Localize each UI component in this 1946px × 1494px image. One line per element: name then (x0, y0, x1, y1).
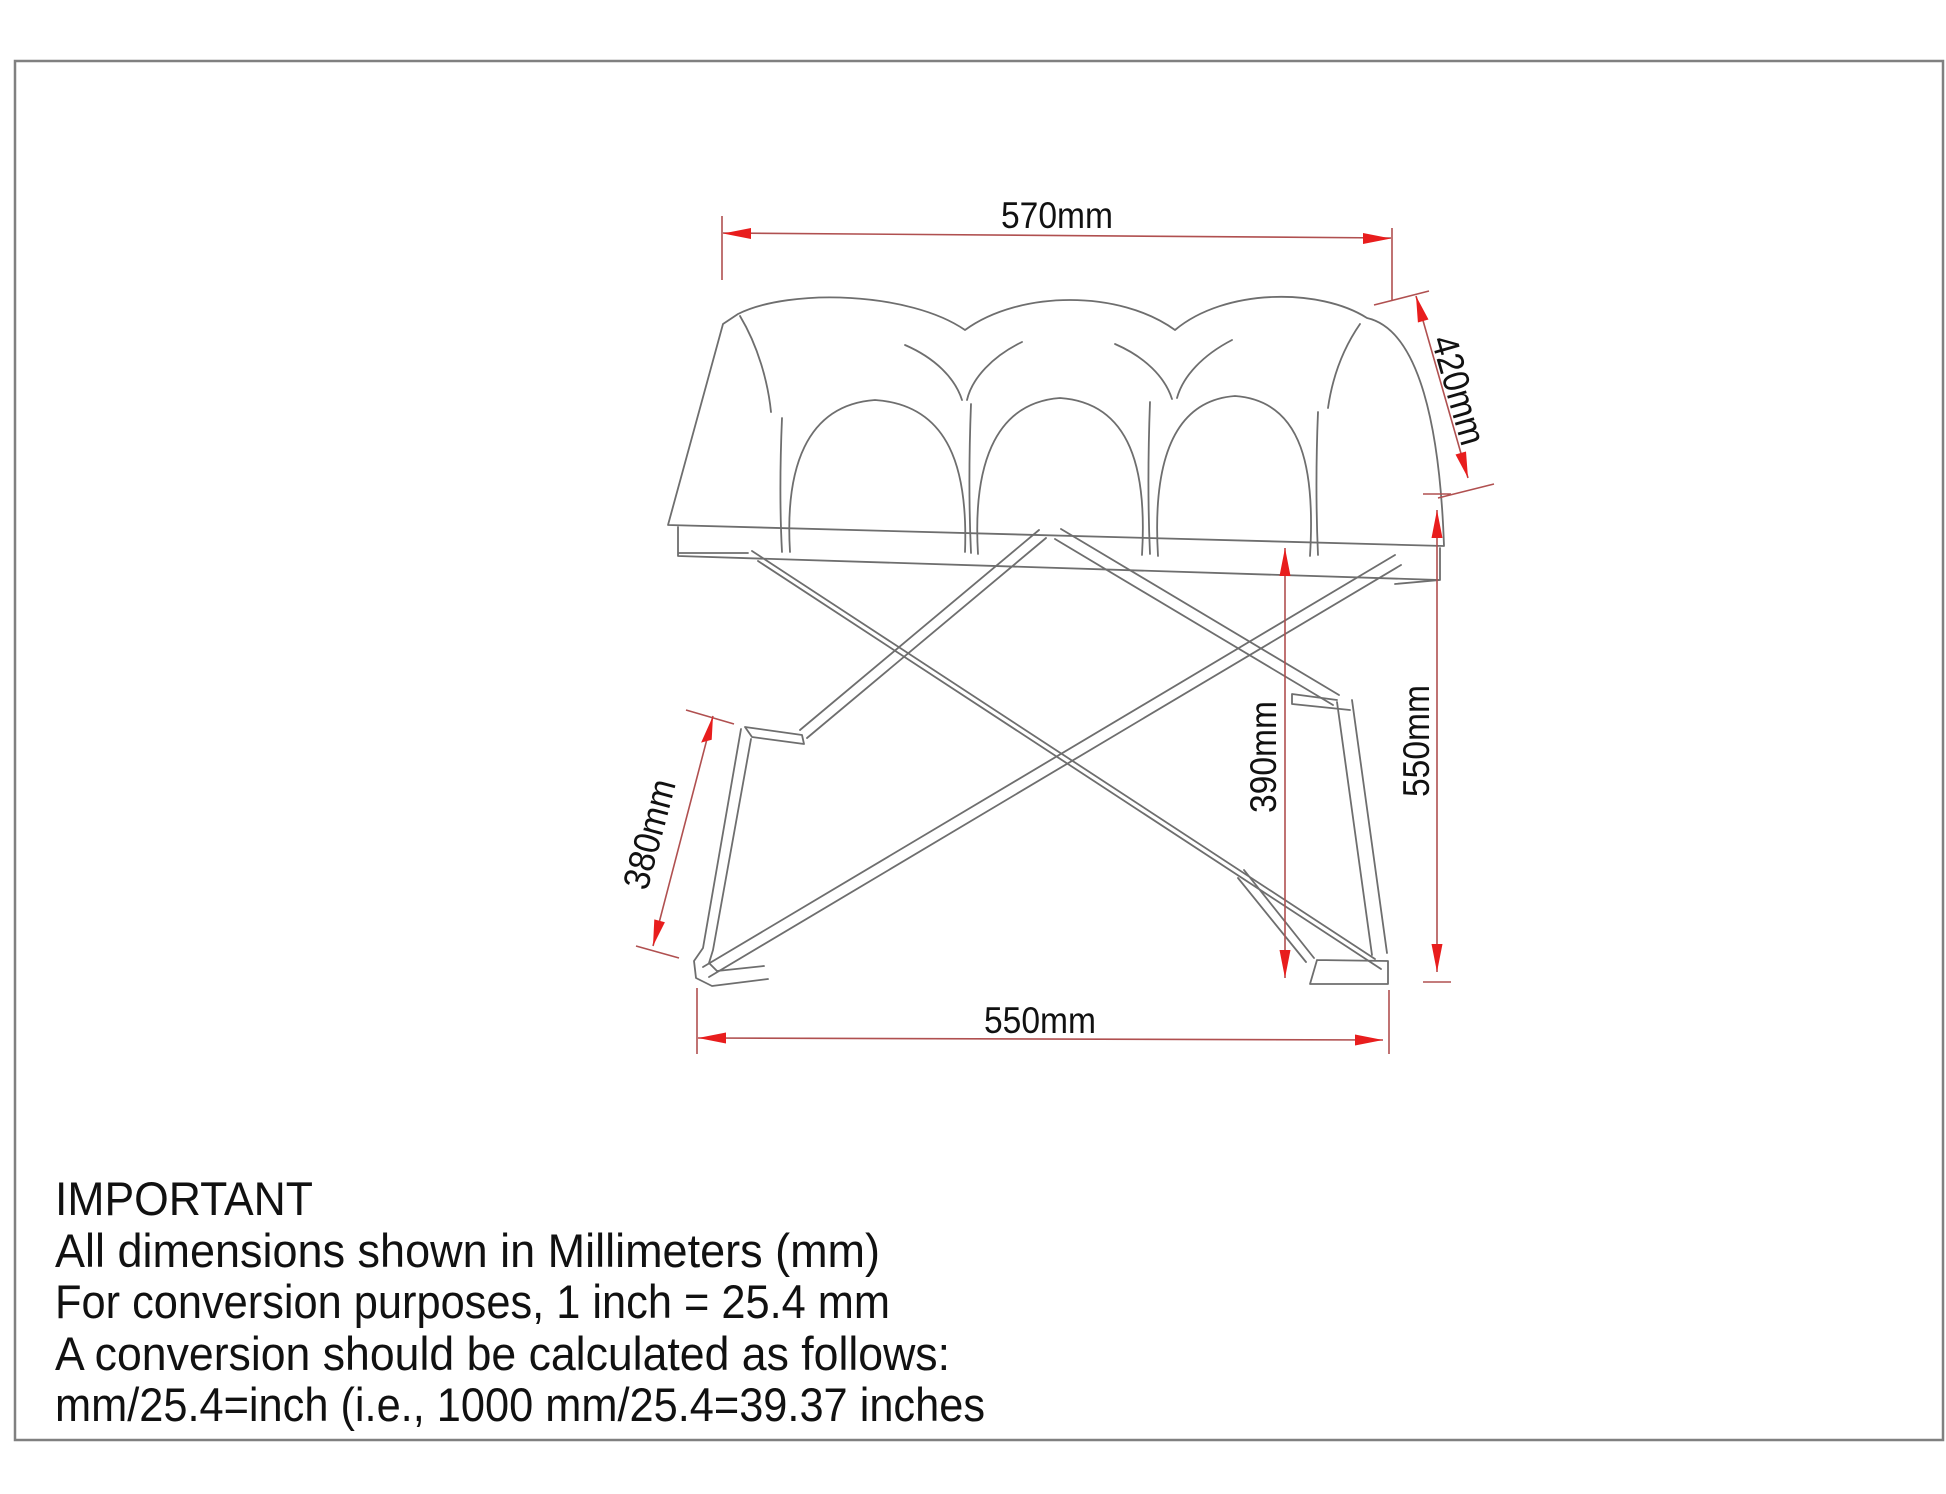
dimension-linework (636, 216, 1497, 1054)
dimension-label-top-width: 570mm (1001, 195, 1113, 236)
tufting-lines (740, 316, 1360, 556)
dimension-label-base-width: 550mm (984, 1000, 1096, 1041)
bench-drawing (668, 297, 1444, 986)
notes-block (55, 1172, 985, 1431)
arrowhead-set (653, 228, 1468, 1046)
dimension-labels (615, 195, 1497, 1041)
left-foot (694, 727, 804, 986)
notes-heading: IMPORTANT (55, 1172, 313, 1225)
extension-lines (636, 216, 1497, 1054)
front-x-frame (703, 551, 1401, 977)
notes-line-2: For conversion purposes, 1 inch = 25.4 mm (55, 1275, 890, 1328)
notes-line-4: mm/25.4=inch (i.e., 1000 mm/25.4=39.37 inches (55, 1378, 985, 1431)
dimension-arrowheads (653, 228, 1468, 1046)
notes-line-3: A conversion should be calculated as follows: (55, 1327, 950, 1380)
dimension-label-overall-height: 550mm (1396, 673, 1437, 797)
dimension-lines (653, 233, 1468, 1040)
dimension-label-foot-length: 380mm (615, 763, 687, 894)
cushion-outline (668, 297, 1444, 546)
dimension-label-inner-height: 390mm (1243, 689, 1284, 813)
notes-line-1: All dimensions shown in Millimeters (mm) (55, 1224, 880, 1277)
dimension-label-seat-depth: 420mm (1423, 330, 1497, 461)
